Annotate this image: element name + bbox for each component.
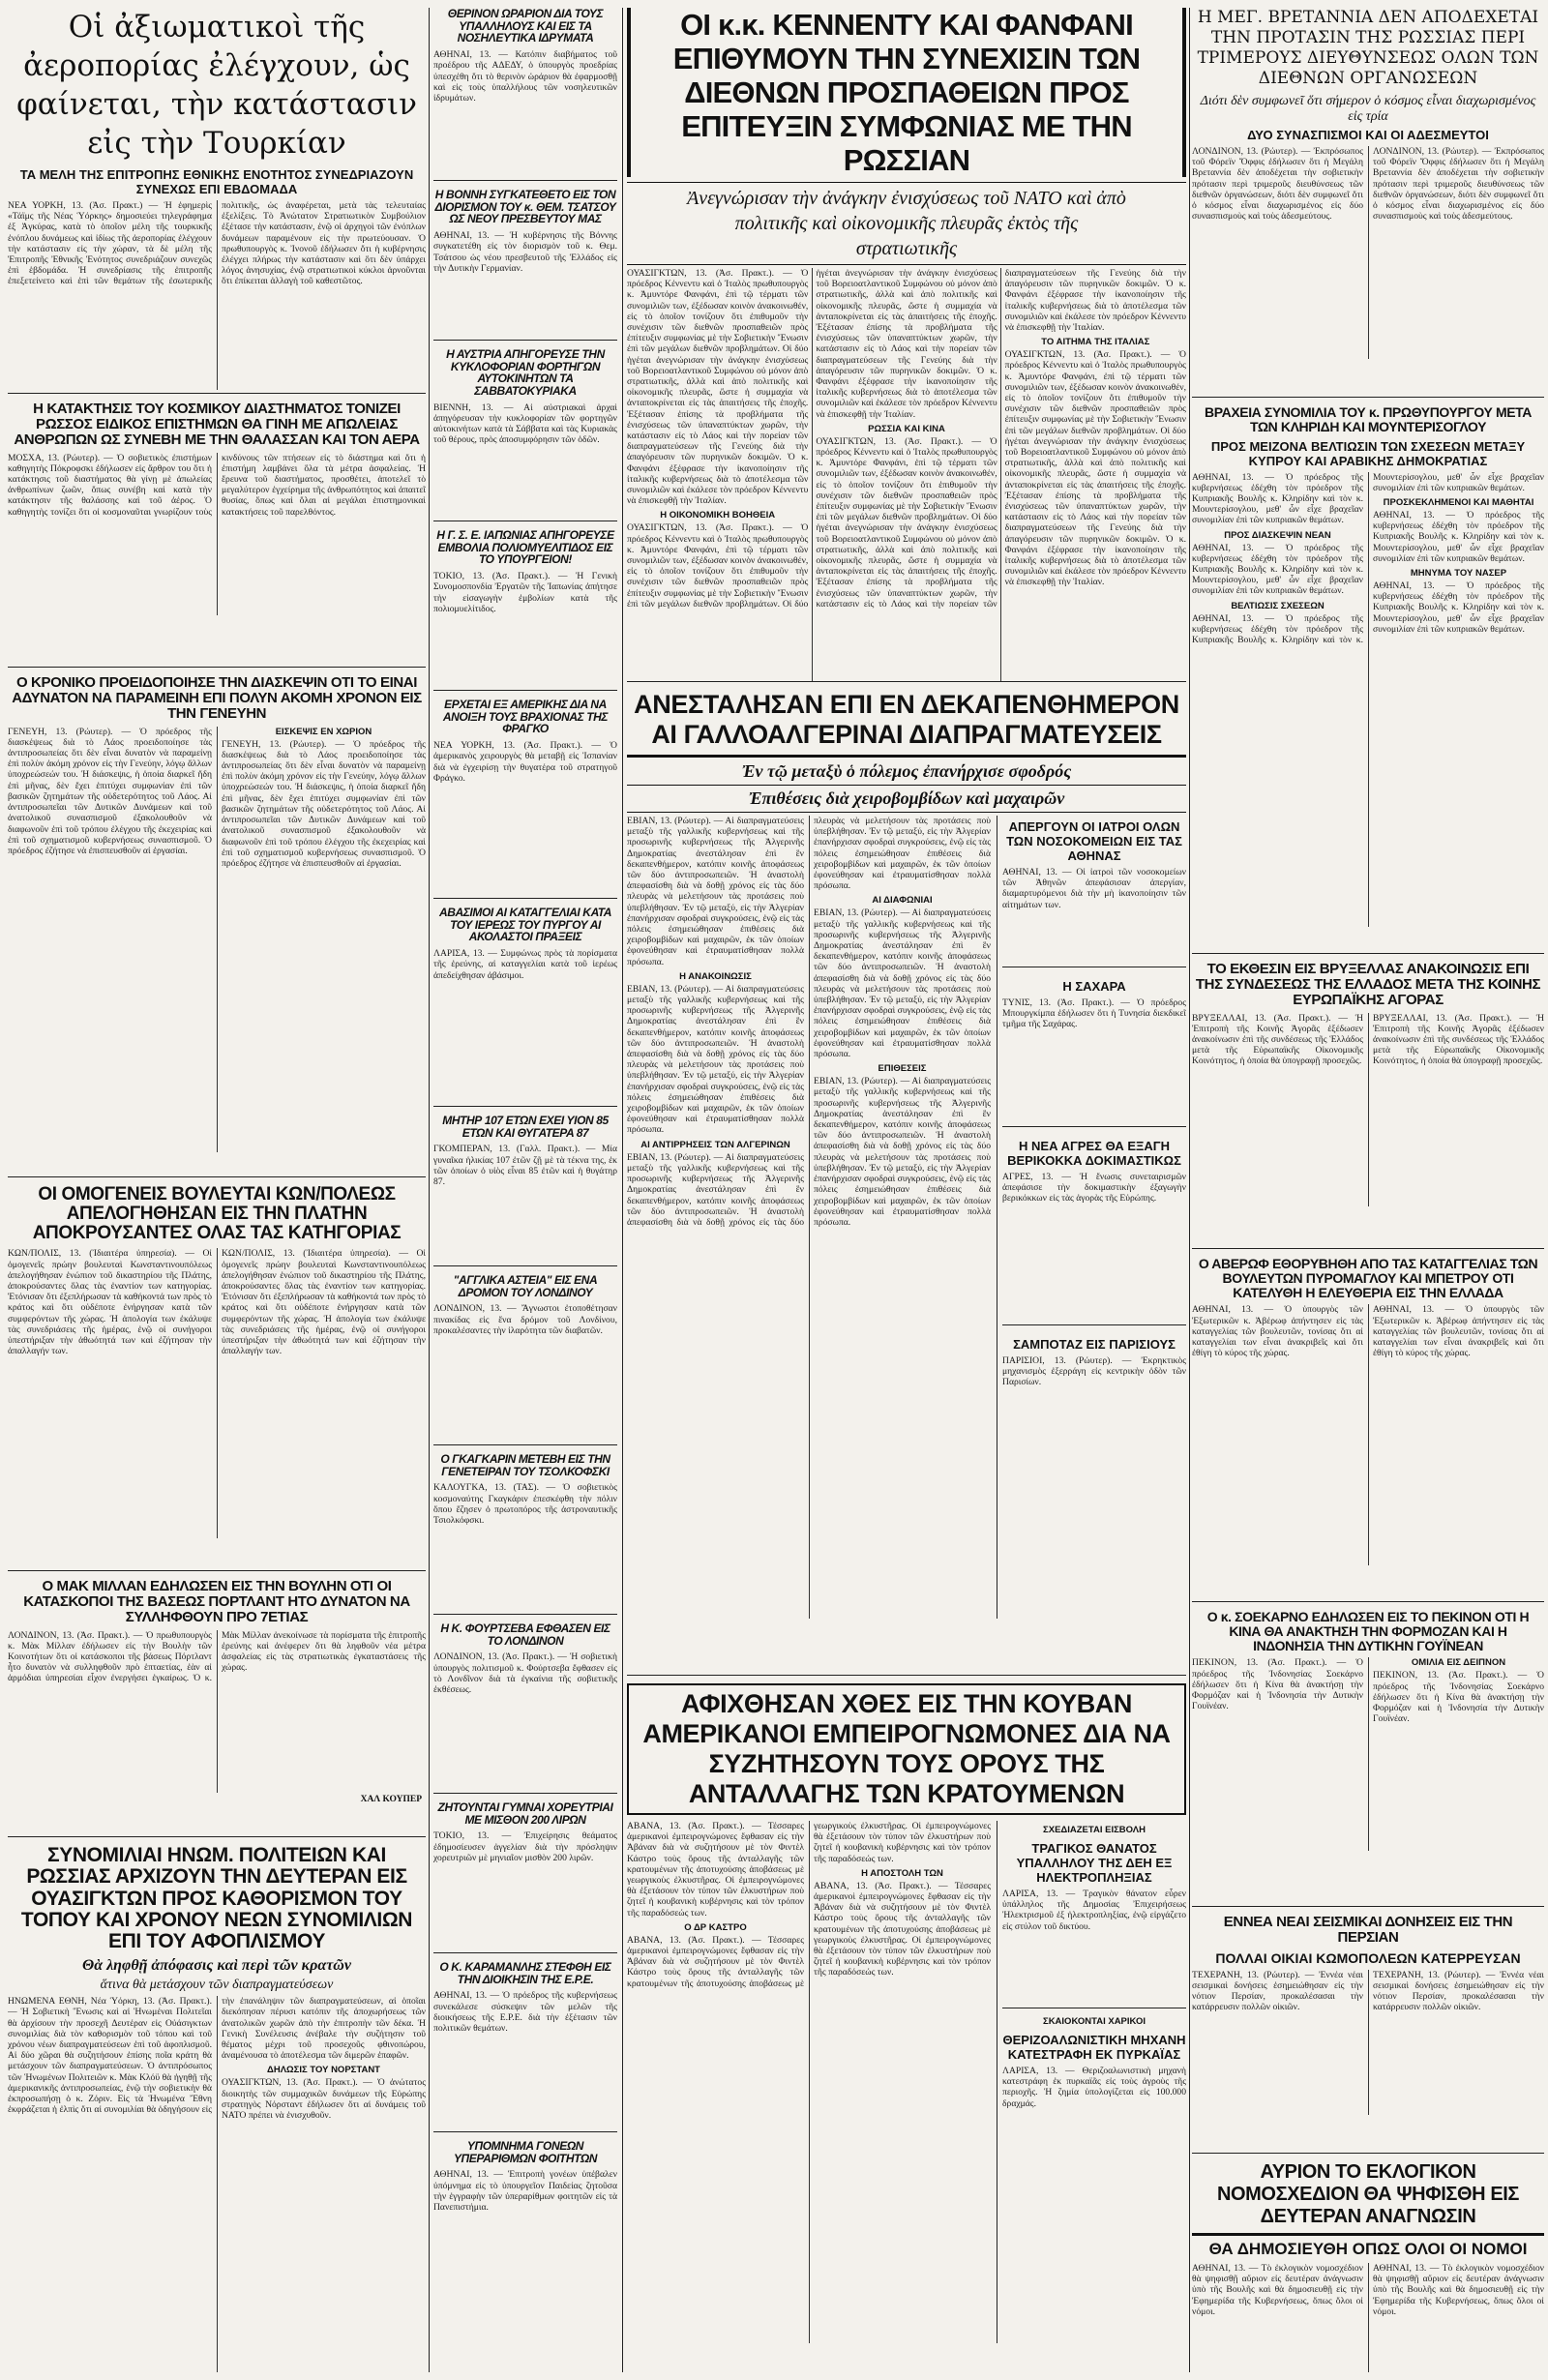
article-body: ΤΥΝΙΣ, 13. (Ἀσ. Πρακτ.). — Ὁ πρόεδρος Μπουργκίμπα ἐδήλωσεν ὅτι ἡ Τυνησία διεκδικεῖ τμῆμα τῆς Σαχάρας.	[1002, 997, 1186, 1030]
headline: ΜΗΤΗΡ 107 ΕΤΩΝ ΕΧΕΙ ΥΙΟΝ 85 ΕΤΩΝ ΚΑΙ ΘΥΓΑΤΕΡΑ 87	[442, 1115, 609, 1140]
article-disarmament	[8, 1845, 426, 2372]
article-austria	[433, 348, 617, 521]
article-body-cont: ΑΘΗΝΑΙ, 13. — Τὸ ἐκλογικὸν νομοσχέδιον θὰ ψηφισθῇ αὔριον εἰς δευτέραν ἀνάγνωσιν ὑπὸ τῆς Βουλῆς καὶ θὰ δημοσιευθῇ εἰς τὴν Ἐφημερίδα τῆς Κυβερνήσεως, ὅπως ὅλοι οἱ νόμοι.	[1373, 2263, 1544, 2317]
section-subhead: ΕΠΙΘΕΣΕΙΣ	[878, 1063, 927, 1075]
section-subhead: ΟΜΙΛΙΑ ΕΙΣ ΔΕΙΠΝΟΝ	[1411, 1657, 1506, 1669]
kicker: Θὰ ληφθῇ ἀπόφασις καὶ περὶ τῶν κρατῶν	[82, 1957, 351, 1975]
article-body-cont: ΠΕΚΙΝΟΝ, 13. (Ἀσ. Πρακτ.). — Ὁ πρόεδρος τῆς Ἰνδονησίας Σοεκάρνο ἐδήλωσεν ὅτι ἡ Κίνα θὰ ἀνακτήσῃ τὴν Φορμόζαν καὶ ἡ Ἰνδονησία τὴν Δυτικὴν Γουϊνέαν.	[1373, 1670, 1544, 1725]
article-body-cont: ΟΥΑΣΙΓΚΤΩΝ, 13. (Ἀσ. Πρακτ.). — Ὁ πρόεδρος Κέννεντυ καὶ ὁ Ἰταλὸς πρωθυπουργὸς κ. Ἀμυντόρε Φανφάνι, ἐπὶ τῷ τέρματι τῶν συνομιλιῶν των, ἐξέδωσαν κοινὸν ἀνακοινωθέν, εἰς τὸ ὁποῖον τονίζουν ὅτι ἐπιθυμοῦν τὴν συνέχισιν τῶν διεθνῶν προσπαθειῶν πρὸς ἐπίτευξιν συμφωνίας μὲ τὴν Σοβιετικὴν Ἕνωσιν ἐπὶ τῶν μεγάλων διεθνῶν προβλημάτων. Οἱ δύο ἡγέται ἀνεγνώρισαν τὴν ἀνάγκην ἐνισχύσεως τοῦ Βορειοατλαντικοῦ Συμφώνου οὐ μόνον ἀπὸ στρατιωτικῆς, ἀλλὰ καὶ ἀπὸ πολιτικῆς καὶ οἰκονομικῆς πλευρᾶς, ὥστε ἡ συμμαχία νὰ ἀνταποκρίνεται εἰς τὰς ἀπαιτήσεις τῆς ἐποχῆς. Ἐξέτασαν ἐπίσης τὰ προβλήματα τῆς ἐνισχύσεως τῶν ὑπαναπτύκτων χωρῶν, τὴν κατάστασιν εἰς τὸ Λάος καὶ τὴν πορείαν τῶν διαπραγματεύσεων τῆς Γενεύης διὰ τὴν ἀπαγόρευσιν τῶν πυρηνικῶν δοκιμῶν. Ὁ κ. Φανφάνι ἐξέφρασε τὴν ἱκανοποίησιν τῆς ἰταλικῆς κυβερνήσεως διὰ τὸ ἀποτέλεσμα τῶν συνομιλιῶν καὶ ἐκάλεσε τὸν πρόεδρον Κέννεντυ νὰ ἐπισκεφθῇ τὴν Ἰταλίαν.	[1004, 349, 1186, 588]
article-bonn	[433, 189, 617, 341]
article-body: ΑΘΗΝΑΙ, 13. — Οἱ ἰατροὶ τῶν νοσοκομείων τῶν Ἀθηνῶν ἀπεφάσισαν ἀπεργίαν, διαμαρτυρόμενοι διὰ τὴν μὴ ἱκανοποίησιν τῶν αἰτημάτων των.	[1002, 867, 1186, 910]
article-body: ΒΡΥΞΕΛΛΑΙ, 13. (Ἀσ. Πρακτ.). — Ἡ Ἐπιτροπὴ τῆς Κοινῆς Ἀγορᾶς ἐξέδωσεν ἀνακοίνωσιν ἐπὶ τῆς συνδέσεως τῆς Ἑλλάδος μετὰ τῆς Εὐρωπαϊκῆς Οἰκονομικῆς Κοινότητος, ἡ ὁποία θὰ ὑπογραφῇ προσεχῶς.	[1192, 1012, 1363, 1067]
article-body-cont: ΑΘΗΝΑΙ, 13. — Ὁ πρόεδρος τῆς κυβερνήσεως ἐδέχθη τὸν πρόεδρον τῆς Κυπριακῆς Βουλῆς κ. Κληρίδην καὶ τὸν κ. Μουντερίσογλου, μεθ' ὧν εἶχε βραχεῖαν συνομιλίαν ἐπὶ τῶν κυπριακῶν θεμάτων.	[1373, 510, 1544, 564]
subheadline: ΔΥΟ ΣΥΝΑΣΠΙΣΜΟΙ ΚΑΙ ΟΙ ΑΔΕΣΜΕΥΤΟΙ	[1247, 128, 1489, 142]
article-karamanlis	[433, 1961, 617, 2132]
article-turkey	[8, 8, 426, 394]
section-subhead: ΡΩΣΣΙΑ ΚΑΙ ΚΙΝΑ	[868, 423, 945, 434]
article-body: ΓΕΝΕΥΗ, 13. (Ρώυτερ). — Ὁ πρόεδρος τῆς διασκέψεως διὰ τὸ Λάος προειδοποίησε τὰς ἀντιπροσωπείας ὅτι δὲν εἶναι δυνατὸν νὰ παραμείνῃ ἐπὶ πολὺν ἀκόμη χρόνον εἰς τὴν Γενεύην, λόγῳ ἄλλων ὑποχρεώσεών του. Ἡ διάσκεψις, ἡ ὁποία διαρκεῖ ἤδη ἐπὶ μῆνας, δὲν ἔχει ἐπιτύχει συμφωνίαν ἐπὶ τῶν βασικῶν ζητημάτων τῆς οὐδετερότητος τοῦ Λάος. Αἱ ἀντιπροσωπεῖαι τῶν Δυτικῶν Δυνάμεων καὶ τοῦ ἀνατολικοῦ συνασπισμοῦ ἐξακολουθοῦν νὰ διαφωνοῦν ἐπὶ τοῦ τρόπου ἐλέγχου τῆς ἐκεχειρίας καὶ ἐπὶ τοῦ σχηματισμοῦ κυβερνήσεως συνασπισμοῦ. Ὁ πρόεδρος ἐζήτησε νὰ ἐπισπευσθοῦν αἱ ἐργασίαι.	[8, 726, 212, 856]
article-body: ΕΒΙΑΝ, 13. (Ρώυτερ). — Αἱ διαπραγματεύσεις μεταξὺ τῆς γαλλικῆς κυβερνήσεως καὶ τῆς προσωρινῆς κυβερνήσεως τῆς Ἀλγερινῆς Δημοκρατίας ἀνεστάλησαν ἐπὶ ἓν δεκαπενθήμερον, κατόπιν κοινῆς ἀποφάσεως τῶν δύο ἀντιπροσωπειῶν. Ἡ ἀναστολὴ ἀπεφασίσθη διὰ νὰ δοθῇ χρόνος εἰς τὰς δύο πλευρὰς νὰ μελετήσουν τὰς προτάσεις ποὺ ὑπεβλήθησαν. Ἐν τῷ μεταξύ, εἰς τὴν Ἀλγερίαν ἐπανήρχισαν σφοδραὶ συγκρούσεις, ἐνῷ εἰς τὰς πόλεις ἐσημειώθησαν ἐπιθέσεις διὰ χειροβομβίδων καὶ μαχαιρῶν, ἐκ τῶν ὁποίων ἐφονεύθησαν καὶ ἐτραυματίσθησαν πολλὰ πρόσωπα.	[627, 816, 804, 967]
article-body-cont: ΑΘΗΝΑΙ, 13. — Ὁ πρόεδρος τῆς κυβερνήσεως ἐδέχθη τὸν πρόεδρον τῆς Κυπριακῆς Βουλῆς κ. Κληρίδην καὶ τὸν κ. Μουντερίσογλου, μεθ' ὧν εἶχε βραχεῖαν συνομιλίαν ἐπὶ τῶν κυπριακῶν θεμάτων.	[1373, 580, 1544, 635]
section-subhead: ΑΙ ΑΝΤΙΡΡΗΣΕΙΣ ΤΩΝ ΑΛΓΕΡΙΝΩΝ	[640, 1139, 790, 1150]
article-body-cont: ΚΩΝ/ΠΟΛΙΣ, 13. (Ἰδιαιτέρα ὑπηρεσία). — Οἱ ὁμογενεῖς πρώην βουλευταὶ Κωνσταντινουπόλεως ἀπελογήθησαν ἐνώπιον τοῦ δικαστηρίου τῆς Πλάτης, ἀποκρούσαντες ὅλας τὰς ἐναντίον των κατηγορίας. Ἐτόνισαν ὅτι ἐξεπλήρωσαν τὰ καθήκοντά των πρὸς τὸ κράτος καὶ ὅτι οὐδέποτε ἐνήργησαν κατὰ τῶν συμφερόντων τῆς χώρας. Ἡ ἀπολογία των ἐκάλυψε τὰς συνεδριάσεις τῆς ἡμέρας, ἐνῷ οἱ συνήγοροι ὑπεστήριξαν τὴν ἀθωότητά των καὶ ἐζήτησαν τὴν ἀπαλλαγήν των.	[222, 1248, 426, 1357]
article-body: ΑΒΑΝΑ, 13. (Ἀσ. Πρακτ.). — Τέσσαρες ἀμερικανοὶ ἐμπειρογνώμονες ἔφθασαν εἰς τὴν Ἀβάναν διὰ νὰ συζητήσουν μὲ τὸν Φιντὲλ Κάστρο τοὺς ὅρους τῆς ἀνταλλαγῆς τῶν κρατουμένων τῆς ἀποτυχούσης ἀποβάσεως μὲ γεωργικοὺς ἐλκυστῆρας. Οἱ ἐμπειρογνώμονες θὰ ἐξετάσουν τὸν τύπον τῶν ἐλκυστήρων ποὺ ζητεῖ ἡ κουβανικὴ κυβέρνησις καὶ τὸν τρόπον τῆς παραδόσεώς των.	[627, 1821, 804, 1919]
headline: Ο ΜΑΚ ΜΙΛΛΑΝ ΕΔΗΛΩΣΕΝ ΕΙΣ ΤΗΝ ΒΟΥΛΗΝ ΟΤΙ ΟΙ ΚΑΤΑΣΚΟΠΟΙ ΤΗΣ ΒΑΣΕΩΣ ΠΟΡΤΛΑΝΤ ΗΤΟ ΔΥΝΑΤΟΝ ΝΑ ΣΥΛΛΗΦΘΟΥΝ ΠΡΟ 7ΕΤΙΑΣ	[23, 1579, 410, 1625]
article-body: ΑΘΗΝΑΙ, 13. — Ὁ πρόεδρος τῆς κυβερνήσεως ἐδέχθη τὸν πρόεδρον τῆς Κυπριακῆς Βουλῆς κ. Κληρίδην καὶ τὸν κ. Μουντερίσογλου, μεθ' ὧν εἶχε βραχεῖαν συνομιλίαν ἐπὶ τῶν κυπριακῶν θεμάτων.	[1192, 471, 1363, 526]
subheadline: ΠΡΟΣ ΜΕΙΖΟΝΑ ΒΕΛΤΙΩΣΙΝ ΤΩΝ ΣΧΕΣΕΩΝ ΜΕΤΑΞΥ ΚΥΠΡΟΥ ΚΑΙ ΑΡΑΒΙΚΗΣ ΔΗΜΟΚΡΑΤΙΑΣ	[1210, 438, 1526, 468]
article-body-cont: ΟΥΑΣΙΓΚΤΩΝ, 13. (Ἀσ. Πρακτ.). — Ὁ ἀνώτατος διοικητὴς τῶν συμμαχικῶν δυνάμεων τῆς Εὐρώπης στρατηγὸς Νόρσταντ ἐδήλωσεν ὅτι αἱ δυνάμεις τοῦ ΝΑΤΟ πρέπει νὰ ἐνισχυθοῦν.	[222, 2077, 426, 2122]
article-body-cont: ΑΘΗΝΑΙ, 13. — Ὁ πρόεδρος τῆς κυβερνήσεως ἐδέχθη τὸν πρόεδρον τῆς Κυπριακῆς Βουλῆς κ. Κληρίδην καὶ τὸν κ. Μουντερίσογλου, μεθ' ὧν εἶχε βραχεῖαν συνομιλίαν ἐπὶ τῶν κυπριακῶν θεμάτων.	[1192, 471, 1544, 646]
article-body: ΤΟΚΙΟ, 13. — Ἐπιχείρησις θεάματος ἐδημοσίευσεν ἀγγελίαν διὰ τὴν πρόσληψιν χορευτριῶν μὲ μηνιαῖον μισθὸν 200 λιρῶν.	[433, 1830, 617, 1863]
article-body-cont: ΓΕΝΕΥΗ, 13. (Ρώυτερ). — Ὁ πρόεδρος τῆς διασκέψεως διὰ τὸ Λάος προειδοποίησε τὰς ἀντιπροσωπείας ὅτι δὲν εἶναι δυνατὸν νὰ παραμείνῃ ἐπὶ πολὺν ἀκόμη χρόνον εἰς τὴν Γενεύην, λόγῳ ἄλλων ὑποχρεώσεών του. Ἡ διάσκεψις, ἡ ὁποία διαρκεῖ ἤδη ἐπὶ μῆνας, δὲν ἔχει ἐπιτύχει συμφωνίαν ἐπὶ τῶν βασικῶν ζητημάτων τῆς οὐδετερότητος τοῦ Λάος. Αἱ ἀντιπροσωπεῖαι τῶν Δυτικῶν Δυνάμεων καὶ τοῦ ἀνατολικοῦ συνασπισμοῦ ἐξακολουθοῦν νὰ διαφωνοῦν ἐπὶ τοῦ τρόπου ἐλέγχου τῆς ἐκεχειρίας καὶ ἐπὶ τοῦ σχηματισμοῦ κυβερνήσεως συνασπισμοῦ. Ὁ πρόεδρος ἐζήτησε νὰ ἐπισπευσθοῦν αἱ ἐργασίαι.	[222, 738, 426, 869]
article-body: ΑΘΗΝΑΙ, 13. — Τὸ ἐκλογικὸν νομοσχέδιον θὰ ψηφισθῇ αὔριον εἰς δευτέραν ἀνάγνωσιν ὑπὸ τῆς Βουλῆς καὶ θὰ δημοσιευθῇ εἰς τὴν Ἐφημερίδα τῆς Κυβερνήσεως, ὅπως ὅλοι οἱ νόμοι.	[1192, 2263, 1363, 2317]
kicker: Ἐν τῷ μεταξὺ ὁ πόλεμος ἐπανήρχισε σφοδρός	[741, 761, 1072, 781]
article-harvester	[1002, 2029, 1186, 2199]
article-doctors	[1002, 816, 1186, 967]
article-body: ΓΚΟΜΠΕΡΑΝ, 13. (Γαλλ. Πρακτ.). — Μία γυναῖκα ἡλικίας 107 ἐτῶν ζῇ μὲ τὰ τέκνα της, ἐκ τῶν ὁποίων ὁ υἱὸς εἶναι 85 ἐτῶν καὶ ἡ θυγάτηρ 87.	[433, 1144, 617, 1188]
article-body-cont: ΑΘΗΝΑΙ, 13. — Ὁ πρόεδρος τῆς κυβερνήσεως ἐδέχθη τὸν πρόεδρον τῆς Κυπριακῆς Βουλῆς κ. Κληρίδην καὶ τὸν κ. Μουντερίσογλου, μεθ' ὧν εἶχε βραχεῖαν συνομιλίαν ἐπὶ τῶν κυπριακῶν θεμάτων.	[1192, 542, 1363, 597]
headline: ΑΝΕΣΤΑΛΗΣΑΝ ΕΠΙ ΕΝ ΔΕΚΑΠΕΝΘΗΜΕΡΟΝ ΑΙ ΓΑΛΛΟΑΛΓΕΡΙΝΑΙ ΔΙΑΠΡΑΓΜΑΤΕΥΣΕΙΣ	[634, 690, 1179, 749]
headline: ΒΡΑΧΕΙΑ ΣΥΝΟΜΙΛΙΑ ΤΟΥ κ. ΠΡΩΘΥΠΟΥΡΓΟΥ ΜΕΤΑ ΤΩΝ ΚΛΗΡΙΔΗ ΚΑΙ ΜΟΥΝΤΕΡΙΣΟΓΛΟΥ	[1205, 405, 1532, 434]
article-mother	[433, 1115, 617, 1266]
article-dancers	[433, 1801, 617, 1953]
section-subhead: Ο ΔΡ ΚΑΣΤΡΟ	[684, 1921, 747, 1933]
headline: ΑΠΕΡΓΟΥΝ ΟΙ ΙΑΤΡΟΙ ΟΛΩΝ ΤΩΝ ΝΟΣΟΚΟΜΕΙΩΝ ΕΙΣ ΤΑΣ ΑΘΗΝΑΣ	[1006, 819, 1182, 863]
article-body: ΚΑΛΟΥΓΚΑ, 13. (ΤΑΣ). — Ὁ σοβιετικὸς κοσμοναύτης Γκαγκάριν ἐπεσκέφθη τὴν πόλιν ὅπου ἔζησεν ὁ πρωτοπόρος τῆς ἀστροναυτικῆς Τσιολκόφσκι.	[433, 1482, 617, 1527]
article-body: ΗΝΩΜΕΝΑ ΕΘΝΗ, Νέα Ὑόρκη, 13. (Ἀσ. Πρακτ.). — Ἡ Σοβιετικὴ Ἕνωσις καὶ αἱ Ἡνωμέναι Πολιτεῖαι θὰ ἀρχίσουν τὴν προσεχῆ Δευτέραν εἰς Οὐάσιγκτων συνομιλίας διὰ τὸν καθορισμὸν τοῦ τόπου καὶ τοῦ χρόνου νέων διαπραγματεύσεων ἐπὶ τοῦ ἀφοπλισμοῦ. Αἱ δύο χῶραι θὰ συζητήσουν ἐπίσης ποῖα κράτη θὰ μετάσχουν τῶν διαπραγματεύσεων. Ὁ ἀντιπρόσωπος τῶν Ἡνωμένων Πολιτειῶν κ. Μὰκ Κλόϋ θὰ ἡγηθῇ τῆς ἀμερικανικῆς ἀντιπροσωπείας, ἐνῷ τὴν σοβιετικὴν θὰ ἐκπροσωπήσῃ ὁ κ. Ζόριν. Εἰς τὰ Ἡνωμένα Ἔθνη ἐκφράζεται ἡ ἐλπὶς ὅτι αἱ συνομιλίαι θὰ ὁδηγήσουν εἰς τὴν ἐπανάληψιν τῶν διαπραγματεύσεων, αἱ ὁποῖαι διεκόπησαν πέρυσι κατόπιν τῆς ἀποχωρήσεως τῶν ἀνατολικῶν χωρῶν ἀπὸ τὴν ἐπιτροπὴν τῶν δέκα. Ἡ Γενικὴ Συνέλευσις ἀνέβαλε τὴν συζήτησιν τοῦ θέματος μέχρι τοῦ προσεχοῦς φθινοπώρου, ἀναμένουσα τὸ ἀποτέλεσμα τῶν διμερῶν ἐπαφῶν.	[8, 1996, 426, 2116]
lead-kicker: Ἀνεγνώρισαν τὴν ἀνάγκην ἐνισχύσεως τοῦ ΝΑΤΟ καὶ ἀπὸ πολιτικῆς καὶ οἰκονομικῆς πλευρᾶς ἐκτὸς τῆς στρατιωτικῆς	[687, 188, 1126, 259]
left-column	[8, 8, 426, 2372]
article-body-cont: ΑΘΗΝΑΙ, 13. — Ὁ ὑπουργὸς τῶν Ἐξωτερικῶν κ. Ἀβέρωφ ἀπήντησεν εἰς τὰς καταγγελίας τῶν βουλευτῶν, τονίσας ὅτι αἱ καταγγελίαι των εἶναι ἀνακριβεῖς καὶ ὅτι ἐθίγη τὸ κύρος τῆς χώρας.	[1373, 1304, 1544, 1359]
article-body: ΤΟΚΙΟ, 13. (Ἀσ. Πρακτ.). — Ἡ Γενικὴ Συνομοσπονδία Ἐργατῶν τῆς Ἰαπωνίας ἀπήτησε τὴν εἰσαγωγὴν ἐμβολίων κατὰ τῆς πολιομυελίτιδος.	[433, 571, 617, 614]
article-body: ΠΑΡΙΣΙΟΙ, 13. (Ρώυτερ). — Ἐκρηκτικὸς μηχανισμὸς ἐξερράγη εἰς κεντρικὴν ὁδὸν τῶν Παρισίων.	[1002, 1355, 1186, 1388]
article-body: ΑΘΗΝΑΙ, 13. — Ἡ κυβέρνησις τῆς Βόννης συγκατετέθη εἰς τὸν διορισμὸν τοῦ κ. Θεμ. Τσάτσου ὡς νέου πρεσβευτοῦ τῆς Ἑλλάδος εἰς τὴν Δυτικὴν Γερμανίαν.	[433, 230, 617, 274]
section-subhead: ΤΟ ΑΙΤΗΜΑ ΤΗΣ ΙΤΑΛΙΑΣ	[1041, 337, 1150, 348]
article-body: ΑΘΗΝΑΙ, 13. — Ἐπιτροπὴ γονέων ὑπέβαλεν ὑπόμνημα εἰς τὸ ὑπουργεῖον Παιδείας ζητοῦσα τὴν ἐγγραφὴν τῶν ὑπεραρίθμων φοιτητῶν εἰς τὰ Πανεπιστήμια.	[433, 2169, 617, 2214]
article-space	[8, 402, 426, 668]
section-subhead: Η ΑΝΑΚΟΙΝΩΣΙΣ	[679, 970, 752, 982]
article-body-cont: ΤΕΧΕΡΑΝΗ, 13. (Ρώυτερ). — Ἐννέα νέαι σεισμικαὶ δονήσεις ἐσημειώθησαν εἰς τὴν νότιον Περσίαν, προκαλέσασαι τὴν κατάρρευσιν πολλῶν οἰκιῶν.	[1373, 1969, 1544, 2013]
article-body-cont: ΟΥΑΣΙΓΚΤΩΝ, 13. (Ἀσ. Πρακτ.). — Ὁ πρόεδρος Κέννεντυ καὶ ὁ Ἰταλὸς πρωθυπουργὸς κ. Ἀμυντόρε Φανφάνι, ἐπὶ τῷ τέρματι τῶν συνομιλιῶν των, ἐξέδωσαν κοινὸν ἀνακοινωθέν, εἰς τὸ ὁποῖον τονίζουν ὅτι ἐπιθυμοῦν τὴν συνέχισιν τῶν διεθνῶν προσπαθειῶν πρὸς ἐπίτευξιν συμφωνίας μὲ τὴν Σοβιετικὴν Ἕνωσιν ἐπὶ τῶν μεγάλων διεθνῶν προβλημάτων. Οἱ δύο ἡγέται ἀνεγνώρισαν τὴν ἀνάγκην ἐνισχύσεως τοῦ Βορειοατλαντικοῦ Συμφώνου οὐ μόνον ἀπὸ στρατιωτικῆς, ἀλλὰ καὶ ἀπὸ πολιτικῆς καὶ οἰκονομικῆς πλευρᾶς, ὥστε ἡ συμμαχία νὰ ἀνταποκρίνεται εἰς τὰς ἀπαιτήσεις τῆς ἐποχῆς. Ἐξέτασαν ἐπίσης τὰ προβλήματα τῆς ἐνισχύσεως τῶν ὑπαναπτύκτων χωρῶν, τὴν κατάστασιν εἰς τὸ Λάος καὶ τὴν πορείαν τῶν διαπραγματεύσεων τῆς Γενεύης διὰ τὴν ἀπαγόρευσιν τῶν πυρηνικῶν δοκιμῶν. Ὁ κ. Φανφάνι ἐξέφρασε τὴν ἱκανοποίησιν τῆς ἰταλικῆς κυβερνήσεως διὰ τὸ ἀποτέλεσμα τῶν συνομιλιῶν καὶ ἐκάλεσε τὸν πρόεδρον Κέννεντυ νὰ ἐπισκεφθῇ τὴν Ἰταλίαν.	[627, 268, 997, 610]
column-rule	[429, 8, 430, 2372]
article-body: ΛΟΝΔΙΝΟΝ, 13. (Ἀσ. Πρακτ.). — Ὁ πρωθυπουργὸς κ. Μὰκ Μίλλαν ἐδήλωσεν εἰς τὴν Βουλὴν τῶν Κοινοτήτων ὅτι οἱ κατάσκοποι τῆς βάσεως Πόρτλαντ ἦτο δυνατὸν νὰ συλληφθοῦν πρὸ ἑπταετίας, ἐὰν αἱ ἁρμόδιαι ὑπηρεσίαι εἶχον ἐνεργήσει ἐγκαίρως. Ὁ κ. Μὰκ Μίλλαν ἀνεκοίνωσε τὰ πορίσματα τῆς ἐπιτροπῆς ἐρεύνης καὶ ἀνέφερεν ὅτι θὰ ληφθοῦν νέα μέτρα ἀσφαλείας εἰς τὰς στρατιωτικὰς ἐγκαταστάσεις τῆς χώρας.	[8, 1629, 426, 1684]
article-body-cont: ΕΒΙΑΝ, 13. (Ρώυτερ). — Αἱ διαπραγματεύσεις μεταξὺ τῆς γαλλικῆς κυβερνήσεως καὶ τῆς προσωρινῆς κυβερνήσεως τῆς Ἀλγερινῆς Δημοκρατίας ἀνεστάλησαν ἐπὶ ἓν δεκαπενθήμερον, κατόπιν κοινῆς ἀποφάσεως τῶν δύο ἀντιπροσωπειῶν. Ἡ ἀναστολὴ ἀπεφασίσθη διὰ νὰ δοθῇ χρόνος εἰς τὰς δύο πλευρὰς νὰ μελετήσουν τὰς προτάσεις ποὺ ὑπεβλήθησαν. Ἐν τῷ μεταξύ, εἰς τὴν Ἀλγερίαν ἐπανήρχισαν σφοδραὶ συγκρούσεις, ἐνῷ εἰς τὰς πόλεις ἐσημειώθησαν ἐπιθέσεις διὰ χειροβομβίδων καὶ μαχαιρῶν, ἐκ τῶν ὁποίων ἐφονεύθησαν καὶ ἐτραυματίσθησαν πολλὰ πρόσωπα.	[814, 1076, 991, 1228]
headline: ΕΝΝΕΑ ΝΕΑΙ ΣΕΙΣΜΙΚΑΙ ΔΟΝΗΣΕΙΣ ΕΙΣ ΤΗΝ ΠΕΡΣΙΑΝ	[1223, 1915, 1513, 1946]
article-body: ΜΟΣΧΑ, 13. (Ρώυτερ). — Ὁ σοβιετικὸς ἐπιστήμων καθηγητὴς Πόκροφσκι ἐδήλωσεν εἰς ἄρθρον του ὅτι ἡ κατάκτησις τοῦ διαστήματος θὰ γίνῃ μὲ ἀπωλείας ἀνθρωπίνων ζωῶν, ὅπως συνέβη καὶ κατὰ τὴν κατάκτησιν τῆς θαλάσσης καὶ τοῦ ἀέρος. Ὁ καθηγητὴς τονίζει ὅτι οἱ κοσμοναῦται γνωρίζουν τοὺς κινδύνους τῶν πτήσεων εἰς τὸ διάστημα καὶ ὅτι ἡ ἐπιστήμη λαμβάνει ὅλα τὰ μέτρα ἀσφαλείας. Ἡ ἔρευνα τοῦ διαστήματος, προσθέτει, ἀποτελεῖ τὸ μεγαλύτερον ἐγχείρημα τῆς ἀνθρωπότητος καὶ ἀπαιτεῖ θυσίας, ὅπως καὶ ὅλαι αἱ μεγάλαι ἐπιστημονικαὶ κατακτήσεις τοῦ παρελθόντος.	[8, 452, 426, 518]
headline: Οἱ ἀξιωματικοὶ τῆς ἀεροπορίας ἐλέγχουν, ὡς φαίνεται, τὴν κατάστασιν εἰς τὴν Τουρκίαν	[16, 10, 417, 161]
headline: ΣΥΝΟΜΙΛΙΑΙ ΗΝΩΜ. ΠΟΛΙΤΕΙΩΝ ΚΑΙ ΡΩΣΣΙΑΣ ΑΡΧΙΖΟΥΝ ΤΗΝ ΔΕΥΤΕΡΑΝ ΕΙΣ ΟΥΑΣΙΓΚΤΩΝ ΠΡΟΣ ΚΑΘΟΡΙΣΜΟΝ ΤΟΥ ΤΟΠΟΥ ΚΑΙ ΧΡΟΝΟΥ ΝΕΩΝ ΣΥΝΟΜΙΛΙΩΝ ΕΠΙ ΤΟΥ ΑΦΟΠΛΙΣΜΟΥ	[20, 1845, 413, 1952]
article-body-cont: ΛΟΝΔΙΝΟΝ, 13. (Ρώυτερ). — Ἐκπρόσωπος τοῦ Φόρεϊν Ὄφφις ἐδήλωσεν ὅτι ἡ Μεγάλη Βρεταννία δὲν ἀποδέχεται τὴν σοβιετικὴν πρότασιν περὶ τριμεροῦς διευθύνσεως τῶν διεθνῶν ὀργανώσεων, διότι δὲν συμφωνεῖ ὅτι ὁ κόσμος εἶναι διαχωρισμένος εἰς δύο συνασπισμοὺς καὶ τοὺς ἀδεσμεύτους.	[1373, 146, 1544, 223]
kicker: ἅτινα θὰ μετάσχουν τῶν διαπραγματεύσεων	[100, 1978, 334, 1993]
article-body: ΝΕΑ ΥΟΡΚΗ, 13. (Ἀσ. Πρακτ.). — Ὁ ἀμερικανὸς χειρουργὸς θὰ μεταβῇ εἰς Ἰσπανίαν διὰ νὰ ἐγχειρίσῃ τὴν θυγατέρα τοῦ στρατηγοῦ Φράγκο.	[433, 740, 617, 784]
headline: Η ΜΕΓ. ΒΡΕΤΑΝΝΙΑ ΔΕΝ ΑΠΟΔΕΧΕΤΑΙ ΤΗΝ ΠΡΟΤΑΣΙΝ ΤΗΣ ΡΩΣΣΙΑΣ ΠΕΡΙ ΤΡΙΜΕΡΟΥΣ ΔΙΕΥΘΥΝΣΕΩΣ ΟΛΩΝ ΤΩΝ ΔΙΕΘΝΩΝ ΟΡΓΑΝΩΣΕΩΝ	[1197, 8, 1539, 88]
headline: "ΑΓΓΛΙΚΑ ΑΣΤΕΙΑ" ΕΙΣ ΕΝΑ ΔΡΟΜΟΝ ΤΟΥ ΛΟΝΔΙΝΟΥ	[453, 1274, 598, 1299]
headline: Ο ΓΚΑΓΚΑΡΙΝ ΜΕΤΕΒΗ ΕΙΣ ΤΗΝ ΓΕΝΕΤΕΙΡΑΝ ΤΟΥ ΤΣΟΛΚΟΦΣΚΙ	[440, 1453, 610, 1478]
article-body-cont: ΒΡΥΞΕΛΛΑΙ, 13. (Ἀσ. Πρακτ.). — Ἡ Ἐπιτροπὴ τῆς Κοινῆς Ἀγορᾶς ἐξέδωσεν ἀνακοίνωσιν ἐπὶ τῆς συνδέσεως τῆς Ἑλλάδος μετὰ τῆς Εὐρωπαϊκῆς Οἰκονομικῆς Κοινότητος, ἡ ὁποία θὰ ὑπογραφῇ προσεχῶς.	[1373, 1012, 1544, 1067]
section-subhead: Η ΟΙΚΟΝΟΜΙΚΗ ΒΟΗΘΕΙΑ	[660, 510, 776, 521]
article-body-cont: ΕΒΙΑΝ, 13. (Ρώυτερ). — Αἱ διαπραγματεύσεις μεταξὺ τῆς γαλλικῆς κυβερνήσεως καὶ τῆς προσωρινῆς κυβερνήσεως τῆς Ἀλγερινῆς Δημοκρατίας ἀνεστάλησαν ἐπὶ ἓν δεκαπενθήμερον, κατόπιν κοινῆς ἀποφάσεως τῶν δύο ἀντιπροσωπειῶν. Ἡ ἀναστολὴ ἀπεφασίσθη διὰ νὰ δοθῇ χρόνος εἰς τὰς δύο πλευρὰς νὰ μελετήσουν τὰς προτάσεις ποὺ ὑπεβλήθησαν. Ἐν τῷ μεταξύ, εἰς τὴν Ἀλγερίαν ἐπανήρχισαν σφοδραὶ συγκρούσεις, ἐνῷ εἰς τὰς πόλεις ἐσημειώθησαν ἐπιθέσεις διὰ χειροβομβίδων καὶ μαχαιρῶν, ἐκ τῶν ὁποίων ἐφονεύθησαν καὶ ἐτραυματίσθησαν πολλὰ πρόσωπα.	[627, 983, 804, 1136]
article-body-cont: ΕΒΙΑΝ, 13. (Ρώυτερ). — Αἱ διαπραγματεύσεις μεταξὺ τῆς γαλλικῆς κυβερνήσεως καὶ τῆς προσωρινῆς κυβερνήσεως τῆς Ἀλγερινῆς Δημοκρατίας ἀνεστάλησαν ἐπὶ ἓν δεκαπενθήμερον, κατόπιν κοινῆς ἀποφάσεως τῶν δύο ἀντιπροσωπειῶν. Ἡ ἀναστολὴ ἀπεφασίσθη διὰ νὰ δοθῇ χρόνος εἰς τὰς δύο πλευρὰς νὰ μελετήσουν τὰς προτάσεις ποὺ ὑπεβλήθησαν. Ἐν τῷ μεταξύ, εἰς τὴν Ἀλγερίαν ἐπανήρχισαν σφοδραὶ συγκρούσεις, ἐνῷ εἰς τὰς πόλεις ἐσημειώθησαν ἐπιθέσεις διὰ χειροβομβίδων καὶ μαχαιρῶν, ἐκ τῶν ὁποίων ἐφονεύθησαν καὶ ἐτραυματίσθησαν πολλὰ πρόσωπα.	[814, 907, 991, 1060]
article-cuba	[627, 1683, 1186, 2366]
headline: Η Γ. Σ. Ε. ΙΑΠΩΝΙΑΣ ΑΠΗΓΟΡΕΥΣΕ ΕΜΒΟΛΙΑ ΠΟΛΙΟΜΥΕΛΙΤΙΔΟΣ ΕΙΣ ΤΟ ΥΠΟΥΡΓΕΙΟΝ!	[436, 529, 614, 567]
article-summer-hours	[433, 8, 617, 181]
subheadline: ΠΟΛΛΑΙ ΟΙΚΙΑΙ ΚΩΜΟΠΟΛΕΩΝ ΚΑΤΕΡΡΕΥΣΑΝ	[1215, 1949, 1521, 1966]
headline: Ο Κ. ΚΑΡΑΜΑΝΛΗΣ ΣΤΕΦΘΗ ΕΙΣ ΤΗΝ ΔΙΟΙΚΗΣΙΝ ΤΗΣ Ε.Ρ.Ε.	[439, 1961, 611, 1986]
headline: ΤΟ ΕΚΘΕΣΙΝ ΕΙΣ ΒΡΥΞΕΛΛΑΣ ΑΝΑΚΟΙΝΩΣΙΣ ΕΠΙ ΤΗΣ ΣΥΝΔΕΣΕΩΣ ΤΗΣ ΕΛΛΑΔΟΣ ΜΕΤΑ ΤΗΣ ΚΟΙΝΗΣ ΕΥΡΩΠΑΪΚΗΣ ΑΓΟΡΑΣ	[1195, 962, 1541, 1008]
article-body: ΛΟΝΔΙΝΟΝ, 13. (Ἀσ. Πρακτ.). — Ἡ σοβιετικὴ ὑπουργὸς πολιτισμοῦ κ. Φούρτσεβα ἔφθασεν εἰς τὸ Λονδῖνον διὰ τὰ ἐγκαίνια τῆς σοβιετικῆς ἐκθέσεως.	[433, 1651, 617, 1696]
article-body: ΚΩΝ/ΠΟΛΙΣ, 13. (Ἰδιαιτέρα ὑπηρεσία). — Οἱ ὁμογενεῖς πρώην βουλευταὶ Κωνσταντινουπόλεως ἀπελογήθησαν ἐνώπιον τοῦ δικαστηρίου τῆς Πλάτης, ἀποκρούσαντες ὅλας τὰς ἐναντίον των κατηγορίας. Ἐτόνισαν ὅτι ἐξεπλήρωσαν τὰ καθήκοντά των πρὸς τὸ κράτος καὶ ὅτι οὐδέποτε ἐνήργησαν κατὰ τῶν συμφερόντων τῆς χώρας. Ἡ ἀπολογία των ἐκάλυψε τὰς συνεδριάσεις τῆς ἡμέρας, ἐνῷ οἱ συνήγοροι ὑπεστήριξαν τὴν ἀθωότητά των καὶ ἐζήτησαν τὴν ἀπαλλαγήν των.	[8, 1248, 212, 1357]
article-macmillan	[8, 1579, 426, 1837]
headline: ΕΡΧΕΤΑΙ ΕΞ ΑΜΕΡΙΚΗΣ ΔΙΑ ΝΑ ΑΝΟΙΞΗ ΤΟΥΣ ΒΡΑΧΙΟΝΑΣ ΤΗΣ ΦΡΑΓΚΟ	[442, 699, 609, 736]
article-sahara	[1002, 975, 1186, 1127]
article-gagarin	[433, 1453, 617, 1615]
article-body-cont: ΑΒΑΝΑ, 13. (Ἀσ. Πρακτ.). — Τέσσαρες ἀμερικανοὶ ἐμπειρογνώμονες ἔφθασαν εἰς τὴν Ἀβάναν διὰ νὰ συζητήσουν μὲ τὸν Φιντὲλ Κάστρο τοὺς ὅρους τῆς ἀνταλλαγῆς τῶν κρατουμένων τῆς ἀποτυχούσης ἀποβάσεως μὲ γεωργικοὺς ἐλκυστῆρας. Οἱ ἐμπειρογνώμονες θὰ ἐξετάσουν τὸν τύπον τῶν ἐλκυστήρων ποὺ ζητεῖ ἡ κουβανικὴ κυβέρνησις καὶ τὸν τρόπον τῆς παραδόσεώς των.	[627, 1821, 991, 1989]
kicker: Διότι δὲν συμφωνεῖ ὅτι σήμερον ὁ κόσμος εἶναι διαχωρισμένος εἰς τρία	[1200, 94, 1536, 124]
headline: Η ΣΑΧΑΡΑ	[1062, 979, 1126, 994]
section-subhead: ΔΗΛΩΣΙΣ ΤΟΥ ΝΟΡΣΤΑΝΤ	[267, 2065, 380, 2076]
section-subhead: ΒΕΛΤΙΩΣΙΣ ΣΧΕΣΕΩΝ	[1231, 600, 1325, 611]
article-kennedy-fanfani	[627, 8, 1186, 682]
headline: ΟΙ ΟΜΟΓΕΝΕΙΣ ΒΟΥΛΕΥΤΑΙ ΚΩΝ/ΠΟΛΕΩΣ ΑΠΕΛΟΓΗΘΗΣΑΝ ΕΙΣ ΤΗΝ ΠΛΑΤΗΝ ΑΠΟΚΡΟΥΣΑΝΤΕΣ ΟΛΑΣ ΤΑΣ ΚΑΤΗΓΟΡΙΑΣ	[32, 1185, 402, 1244]
article-body: ΒΙΕΝΝΗ, 13. — Αἱ αὐστριακαὶ ἀρχαὶ ἀπηγόρευσαν τὴν κυκλοφορίαν τῶν φορτηγῶν αὐτοκινήτων κατὰ τὰ Σάββατα καὶ τὰς Κυριακὰς τοῦ θέρους, πρὸς ἀποσυμφόρησιν τῶν ὁδῶν.	[433, 402, 617, 446]
section-subhead: ΠΡΟΣ ΔΙΑΣΚΕΨΙΝ ΝΕΑΝ	[1224, 529, 1331, 541]
narrow-column	[433, 8, 617, 2372]
article-priest	[433, 907, 617, 1107]
article-body: ΑΓΡΕΣ, 13. — Ἡ ἕνωσις συνεταιρισμῶν ἀπεφάσισε τὴν δοκιμαστικὴν ἐξαγωγὴν βερικόκκων εἰς τὰς ἀγορὰς τῆς Εὐρώπης.	[1002, 1172, 1186, 1205]
article-body-cont: ΕΒΙΑΝ, 13. (Ρώυτερ). — Αἱ διαπραγματεύσεις μεταξὺ τῆς γαλλικῆς κυβερνήσεως καὶ τῆς προσωρινῆς κυβερνήσεως τῆς Ἀλγερινῆς Δημοκρατίας ἀνεστάλησαν ἐπὶ ἓν δεκαπενθήμερον, κατόπιν κοινῆς ἀποφάσεως τῶν δύο ἀντιπροσωπειῶν. Ἡ ἀναστολὴ ἀπεφασίσθη διὰ νὰ δοθῇ χρόνος εἰς τὰς δύο πλευρὰς νὰ μελετήσουν τὰς προτάσεις ποὺ ὑπεβλήθησαν. Ἐν τῷ μεταξύ, εἰς τὴν Ἀλγερίαν ἐπανήρχισαν σφοδραὶ συγκρούσεις, ἐνῷ εἰς τὰς πόλεις ἐσημειώθησαν ἐπιθέσεις διὰ χειροβομβίδων καὶ μαχαιρῶν, ἐκ τῶν ὁποίων ἐφονεύθησαν καὶ ἐτραυματίσθησαν πολλὰ πρόσωπα.	[627, 816, 991, 1228]
center-columns	[627, 8, 1186, 2372]
article-english-jokes	[433, 1274, 617, 1445]
article-body: ΝΕΑ ΥΟΡΚΗ, 13. (Ἀσ. Πρακτ.) — Ἡ ἐφημερὶς «Τάϊμς τῆς Νέας Ὑόρκης» δημοσιεύει τηλεγράφημα ἐξ Ἀγκύρας, κατὰ τὸ ὁποῖον μέλη τῆς τουρκικῆς ἐνόπλου δυνάμεως καὶ ἰδίως τῆς ἀεροπορίας ἐλέγχουν τὴν κατάστασιν εἰς τὴν χώραν, τὰ δὲ μέλη τῆς Ἐπιτροπῆς Ἐθνικῆς Ἑνότητος συνεδριάζουν συνεχῶς ἐπὶ ἑβδομάδα. Ἡ συνεδρίασις τῆς ἐπιτροπῆς ἐπεξετείνετο καὶ ἐπὶ τῶν θεμάτων τῆς ἐσωτερικῆς πολιτικῆς, ὡς ἀναφέρεται, μετὰ τὰς τελευταίας ἐξελίξεις. Τὸ Ἀνώτατον Στρατιωτικὸν Συμβούλιον ἐξέτασε τὴν κατάστασιν, ἐνῷ οἱ ἀρχηγοὶ τῶν ἐνόπλων δυνάμεων παραμένουν εἰς τὴν πρωτεύουσαν. Ὁ πρωθυπουργὸς κ. Ἰνονοῦ ἐδήλωσεν ὅτι ἡ κυβέρνησις ἐλέγχει πλήρως τὴν κατάστασιν καὶ ὅτι δὲν ὑπάρχει λόγος ἀνησυχίας, ἐνῷ στρατιωτικοὶ κύκλοι ἀρνοῦνται ὅτι ἐπίκειται ἀλλαγὴ τοῦ καθεστῶτος.	[8, 200, 426, 287]
headline: ΖΗΤΟΥΝΤΑΙ ΓΥΜΝΑΙ ΧΟΡΕΥΤΡΙΑΙ ΜΕ ΜΙΣΘΟΝ 200 ΛΙΡΩΝ	[437, 1801, 613, 1827]
article-body: ΛΟΝΔΙΝΟΝ, 13. (Ρώυτερ). — Ἐκπρόσωπος τοῦ Φόρεϊν Ὄφφις ἐδήλωσεν ὅτι ἡ Μεγάλη Βρεταννία δὲν ἀποδέχεται τὴν σοβιετικὴν πρότασιν περὶ τριμεροῦς διευθύνσεως τῶν διεθνῶν ὀργανώσεων, διότι δὲν συμφωνεῖ ὅτι ὁ κόσμος εἶναι διαχωρισμένος εἰς δύο συνασπισμοὺς καὶ τοὺς ἀδεσμεύτους.	[1192, 146, 1363, 223]
article-body: ΑΘΗΝΑΙ, 13. — Ὁ ὑπουργὸς τῶν Ἐξωτερικῶν κ. Ἀβέρωφ ἀπήντησεν εἰς τὰς καταγγελίας τῶν βουλευτῶν, τονίσας ὅτι αἱ καταγγελίαι των εἶναι ἀνακριβεῖς καὶ ὅτι ἐθίγη τὸ κύρος τῆς χώρας.	[1192, 1304, 1363, 1359]
byline: ΧΑΛ ΚΟΥΠΕΡ	[360, 1794, 422, 1804]
section-subhead: ΠΡΟΣΚΕΚΛΗΜΕΝΟΙ ΚΑΙ ΜΑΘΗΤΑΙ	[1383, 497, 1534, 509]
article-body: ΑΘΗΝΑΙ, 13. — Κατόπιν διαβήματος τοῦ προέδρου τῆς ΑΔΕΔΥ, ὁ ὑπουργὸς προεδρίας ὑπεσχέθη ὅτι τὸ θερινὸν ὡράριον θὰ ἐφαρμοσθῇ καὶ εἰς τοὺς ὑπαλλήλους τῶν νοσηλευτικῶν ἱδρυμάτων.	[433, 49, 617, 104]
headline: ΤΡΑΓΙΚΟΣ ΘΑΝΑΤΟΣ ΥΠΑΛΛΗΛΟΥ ΤΗΣ ΔΕΗ ΕΞ ΗΛΕΚΤΡΟΠΛΗΞΙΑΣ	[1016, 1841, 1173, 1885]
headline: Η Κ. ΦΟΥΡΤΣΕΒΑ ΕΦΘΑΣΕΝ ΕΙΣ ΤΟ ΛΟΝΔΙΝΟΝ	[440, 1622, 610, 1648]
article-body: ΛΑΡΙΣΑ, 13. — Τραγικὸν θάνατον εὗρεν ὑπάλληλος τῆς Δημοσίας Ἐπιχειρήσεως Ἠλεκτρισμοῦ ἐξ ἠλεκτροπληξίας, ἐνῷ εἰργάζετο εἰς στύλον τοῦ δικτύου.	[1002, 1889, 1186, 1932]
headline: Η ΑΥΣΤΡΙΑ ΑΠΗΓΟΡΕΥΣΕ ΤΗΝ ΚΥΚΛΟΦΟΡΙΑΝ ΦΟΡΤΗΓΩΝ ΑΥΤΟΚΙΝΗΤΩΝ ΤΑ ΣΑΒΒΑΤΟΚΥΡΙΑΚΑ	[446, 348, 605, 399]
headline: Ο κ. ΣΟΕΚΑΡΝΟ ΕΔΗΛΩΣΕΝ ΕΙΣ ΤΟ ΠΕΚΙΝΟΝ ΟΤΙ Η ΚΙΝΑ ΘΑ ΑΝΑΚΤΗΣΗ ΤΗΝ ΦΟΡΜΟΖΑΝ ΚΑΙ Η ΙΝΔΟΝΗΣΙΑ ΤΗΝ ΔΥΤΙΚΗΝ ΓΟΥΪΝΕΑΝ	[1206, 1610, 1530, 1653]
article-franco	[433, 699, 617, 899]
section-subhead: ΑΙ ΔΙΑΦΩΝΙΑΙ	[872, 895, 933, 907]
headline: ΣΑΜΠΟΤΑΖ ΕΙΣ ΠΑΡΙΣΙΟΥΣ	[1013, 1337, 1176, 1352]
article-mps	[8, 1185, 426, 1571]
article-brussels	[1192, 962, 1544, 1249]
subheadline: ΤΑ ΜΕΛΗ ΤΗΣ ΕΠΙΤΡΟΠΗΣ ΕΘΝΙΚΗΣ ΕΝΟΤΗΤΟΣ ΣΥΝΕΔΡΙΑΖΟΥΝ ΣΥΝΕΧΩΣ ΕΠΙ ΕΒΔΟΜΑΔΑ	[19, 167, 414, 196]
section-subhead: ΕΙΣΚΕΨΙΣ ΕΝ ΧΩΡΙΟΝ	[275, 726, 372, 737]
right-column	[1192, 8, 1544, 2372]
headline: ΘΕΡΙΝΟΝ ΩΡΑΡΙΟΝ ΔΙΑ ΤΟΥΣ ΥΠΑΛΛΗΛΟΥΣ ΚΑΙ ΕΙΣ ΤΑ ΝΟΣΗΛΕΥΤΙΚΑ ΙΔΡΥΜΑΤΑ	[447, 8, 604, 45]
headline: Η ΒΟΝΝΗ ΣΥΓΚΑΤΕΘΕΤΟ ΕΙΣ ΤΟΝ ΔΙΟΡΙΣΜΟΝ ΤΟΥ κ. ΘΕΜ. ΤΣΑΤΣΟΥ ΩΣ ΝΕΟΥ ΠΡΕΣΒΕΥΤΟΥ ΜΑΣ	[434, 189, 616, 226]
article-body: ΠΕΚΙΝΟΝ, 13. (Ἀσ. Πρακτ.). — Ὁ πρόεδρος τῆς Ἰνδονησίας Σοεκάρνο ἐδήλωσεν ὅτι ἡ Κίνα θὰ ἀνακτήσῃ τὴν Φορμόζαν καὶ ἡ Ἰνδονησία τὴν Δυτικὴν Γουϊνέαν.	[1192, 1657, 1363, 1712]
article-body-cont: ΟΥΑΣΙΓΚΤΩΝ, 13. (Ἀσ. Πρακτ.). — Ὁ πρόεδρος Κέννεντυ καὶ ὁ Ἰταλὸς πρωθυπουργὸς κ. Ἀμυντόρε Φανφάνι, ἐπὶ τῷ τέρματι τῶν συνομιλιῶν των, ἐξέδωσαν κοινὸν ἀνακοινωθέν, εἰς τὸ ὁποῖον τονίζουν ὅτι ἐπιθυμοῦν τὴν συνέχισιν τῶν διεθνῶν προσπαθειῶν πρὸς ἐπίτευξιν συμφωνίας μὲ τὴν Σοβιετικὴν Ἕνωσιν ἐπὶ τῶν μεγάλων διεθνῶν προβλημάτων. Οἱ δύο ἡγέται ἀνεγνώρισαν τὴν ἀνάγκην ἐνισχύσεως τοῦ Βορειοατλαντικοῦ Συμφώνου οὐ μόνον ἀπὸ στρατιωτικῆς, ἀλλὰ καὶ ἀπὸ πολιτικῆς καὶ οἰκονομικῆς πλευρᾶς, ὥστε ἡ συμμαχία νὰ ἀνταποκρίνεται εἰς τὰς ἀπαιτήσεις τῆς ἐποχῆς. Ἐξέτασαν ἐπίσης τὰ προβλήματα τῆς ἐνισχύσεως τῶν ὑπαναπτύκτων χωρῶν, τὴν κατάστασιν εἰς τὸ Λάος καὶ τὴν πορείαν τῶν διαπραγματεύσεων τῆς Γενεύης διὰ τὴν ἀπαγόρευσιν τῶν πυρηνικῶν δοκιμῶν. Ὁ κ. Φανφάνι ἐξέφρασε τὴν ἱκανοποίησιν τῆς ἰταλικῆς κυβερνήσεως διὰ τὸ ἀποτέλεσμα τῶν συνομιλιῶν καὶ ἐκάλεσε τὸν πρόεδρον Κέννεντυ νὰ ἐπισκεφθῇ τὴν Ἰταλίαν.	[816, 268, 1186, 610]
headline: ΑΥΡΙΟΝ ΤΟ ΕΚΛΟΓΙΚΟΝ ΝΟΜΟΣΧΕΔΙΟΝ ΘΑ ΨΗΦΙΣΘΗ ΕΙΣ ΔΕΥΤΕΡΑΝ ΑΝΑΓΝΩΣΙΝ	[1216, 2161, 1520, 2227]
article-electoral-law	[1192, 2161, 1544, 2372]
article-body: ΟΥΑΣΙΓΚΤΩΝ, 13. (Ἀσ. Πρακτ.). — Ὁ πρόεδρος Κέννεντυ καὶ ὁ Ἰταλὸς πρωθυπουργὸς κ. Ἀμυντόρε Φανφάνι, ἐπὶ τῷ τέρματι τῶν συνομιλιῶν των, ἐξέδωσαν κοινὸν ἀνακοινωθέν, εἰς τὸ ὁποῖον τονίζουν ὅτι ἐπιθυμοῦν τὴν συνέχισιν τῶν διεθνῶν προσπαθειῶν πρὸς ἐπίτευξιν συμφωνίας μὲ τὴν Σοβιετικὴν Ἕνωσιν ἐπὶ τῶν μεγάλων διεθνῶν προβλημάτων. Οἱ δύο ἡγέται ἀνεγνώρισαν τὴν ἀνάγκην ἐνισχύσεως τοῦ Βορειοατλαντικοῦ Συμφώνου οὐ μόνον ἀπὸ στρατιωτικῆς, ἀλλὰ καὶ ἀπὸ πολιτικῆς καὶ οἰκονομικῆς πλευρᾶς, ὥστε ἡ συμμαχία νὰ ἀνταποκρίνεται εἰς τὰς ἀπαιτήσεις τῆς ἐποχῆς. Ἐξέτασαν ἐπίσης τὰ προβλήματα τῆς ἐνισχύσεως τῶν ὑπαναπτύκτων χωρῶν, τὴν κατάστασιν εἰς τὸ Λάος καὶ τὴν πορείαν τῶν διαπραγματεύσεων τῆς Γενεύης διὰ τὴν ἀπαγόρευσιν τῶν πυρηνικῶν δοκιμῶν. Ὁ κ. Φανφάνι ἐξέφρασε τὴν ἱκανοποίησιν τῆς ἰταλικῆς κυβερνήσεως διὰ τὸ ἀποτέλεσμα τῶν συνομιλιῶν καὶ ἐκάλεσε τὸν πρόεδρον Κέννεντυ νὰ ἐπισκεφθῇ τὴν Ἰταλίαν.	[627, 268, 809, 507]
article-body: ΛΟΝΔΙΝΟΝ, 13. — Ἄγνωστοι ἐτοποθέτησαν πινακίδας εἰς ἕνα δρόμον τοῦ Λονδίνου, προκαλέσαντες τὴν ἱλαρότητα τῶν διαβατῶν.	[433, 1303, 617, 1336]
subheadline: ΘΑ ΔΗΜΟΣΙΕΥΘΗ ΟΠΩΣ ΟΛΟΙ ΟΙ ΝΟΜΟΙ	[1208, 2240, 1528, 2258]
headline: Ο ΚΡΟΝΙΚΟ ΠΡΟΕΙΔΟΠΟΙΗΣΕ ΤΗΝ ΔΙΑΣΚΕΨΙΝ ΟΤΙ ΤΟ ΕΙΝΑΙ ΑΔΥΝΑΤΟΝ ΝΑ ΠΑΡΑΜΕΙΝΗ ΕΠΙ ΠΟΛΥΝ ΑΚΟΜΗ ΧΡΟΝΟΝ ΕΙΣ ΤΗΝ ΓΕΝΕΥΗΝ	[12, 675, 422, 722]
article-sukarno	[1192, 1610, 1544, 1907]
headline: ΥΠΟΜΝΗΜΑ ΓΟΝΕΩΝ ΥΠΕΡΑΡΙΘΜΩΝ ΦΟΙΤΗΤΩΝ	[453, 2140, 598, 2165]
article-averof	[1192, 1257, 1544, 1602]
section-subhead: ΣΧΕΔΙΑΖΕΤΑΙ ΕΙΣΒΟΛΗ	[1043, 1825, 1146, 1835]
column-rule	[1189, 8, 1190, 2372]
article-geneva	[8, 675, 426, 1177]
article-furtseva	[433, 1622, 617, 1794]
article-algeria	[627, 690, 1186, 1676]
headline: Ο ΑΒΕΡΩΦ ΕΘΟΡΥΒΗΘΗ ΑΠΟ ΤΑΣ ΚΑΤΑΓΓΕΛΙΑΣ ΤΩΝ ΒΟΥΛΕΥΤΩΝ ΠΥΡΟΜΑΓΛΟΥ ΚΑΙ ΜΠΕΤΡΟΥ ΟΤΙ ΚΑΤΕΛΥΘΗ Η ΕΛΕΥΘΕΡΙΑ ΕΙΣ ΤΗΝ ΕΛΛΑΔΑ	[1198, 1257, 1538, 1300]
column-rule	[622, 8, 623, 2372]
article-japan	[433, 529, 617, 691]
section-subhead: ΣΚΑΙΟΚΟΝΤΑΙ ΧΑΡΙΚΟΙ	[1043, 2016, 1146, 2027]
section-subhead: ΜΗΝΥΜΑ ΤΟΥ ΝΑΣΕΡ	[1410, 568, 1507, 580]
headline: ΑΦΙΧΘΗΣΑΝ ΧΘΕΣ ΕΙΣ ΤΗΝ ΚΟΥΒΑΝ ΑΜΕΡΙΚΑΝΟΙ ΕΜΠΕΙΡΟΓΝΩΜΟΝΕΣ ΔΙΑ ΝΑ ΣΥΖΗΤΗΣΟΥΝ ΤΟΥΣ ΟΡΟΥΣ ΤΗΣ ΑΝΤΑΛΛΑΓΗΣ ΤΩΝ ΚΡΑΤΟΥΜΕΝΩΝ	[642, 1689, 1171, 1808]
article-clerides	[1192, 405, 1544, 954]
headline: Η ΝΕΑ ΑΓΡΕΣ ΘΑ ΕΞΑΓΗ ΒΕΡΙΚΟΚΚΑ ΔΟΚΙΜΑΣΤΙΚΩΣ	[1007, 1139, 1181, 1168]
article-paris	[1002, 1333, 1186, 1532]
article-earthquake	[1192, 1915, 1544, 2154]
headline: Η ΚΑΤΑΚΤΗΣΙΣ ΤΟΥ ΚΟΣΜΙΚΟΥ ΔΙΑΣΤΗΜΑΤΟΣ ΤΟΝΙΖΕΙ ΡΩΣΣΟΣ ΕΙΔΙΚΟΣ ΕΠΙΣΤΗΜΩΝ ΘΑ ΓΙΝΗ ΜΕ ΑΠΩΛΕΙΑΣ ΑΝΘΡΩΠΩΝ ΩΣ ΣΥΝΕΒΗ ΜΕ ΤΗΝ ΘΑΛΑΣΣΑΝ ΚΑΙ ΤΟΝ ΑΕΡΑ	[14, 402, 420, 448]
article-body-cont: ΑΒΑΝΑ, 13. (Ἀσ. Πρακτ.). — Τέσσαρες ἀμερικανοὶ ἐμπειρογνώμονες ἔφθασαν εἰς τὴν Ἀβάναν διὰ νὰ συζητήσουν μὲ τὸν Φιντὲλ Κάστρο τοὺς ὅρους τῆς ἀνταλλαγῆς τῶν κρατουμένων τῆς ἀποτυχούσης ἀποβάσεως μὲ γεωργικοὺς ἐλκυστῆρας. Οἱ ἐμπειρογνώμονες θὰ ἐξετάσουν τὸν τύπον τῶν ἐλκυστήρων ποὺ ζητεῖ ἡ κουβανικὴ κυβέρνησις καὶ τὸν τρόπον τῆς παραδόσεώς των.	[814, 1880, 991, 1978]
article-body: ΛΑΡΙΣΑ, 13. — Θεριζοαλωνιστικὴ μηχανὴ κατεστράφη ἐκ πυρκαϊᾶς εἰς τοὺς ἀγροὺς τῆς περιοχῆς. Ἡ ζημία ὑπολογίζεται εἰς 100.000 δραχμάς.	[1002, 2066, 1186, 2109]
section-subhead: Η ΑΠΟΣΤΟΛΗ ΤΩΝ	[861, 1867, 943, 1879]
article-dei-death	[1002, 1837, 1186, 2008]
headline: ΘΕΡΙΖΟΑΛΩΝΙΣΤΙΚΗ ΜΗΧΑΝΗ ΚΑΤΕΣΤΡΑΦΗ ΕΚ ΠΥΡΚΑΪΑΣ	[1002, 2033, 1186, 2062]
kicker: Ἐπιθέσεις διὰ χειροβομβίδων καὶ μαχαιρῶν	[748, 788, 1065, 808]
headline: ΑΒΑΣΙΜΟΙ ΑΙ ΚΑΤΑΓΓΕΛΙΑΙ ΚΑΤΑ ΤΟΥ ΙΕΡΕΩΣ ΤΟΥ ΠΥΡΓΟΥ ΑΙ ΑΚΟΛΑΣΤΟΙ ΠΡΑΞΕΙΣ	[438, 907, 612, 944]
article-body: ΤΕΧΕΡΑΝΗ, 13. (Ρώυτερ). — Ἐννέα νέαι σεισμικαὶ δονήσεις ἐσημειώθησαν εἰς τὴν νότιον Περσίαν, προκαλέσασαι τὴν κατάρρευσιν πολλῶν οἰκιῶν.	[1192, 1969, 1363, 2013]
article-students	[433, 2140, 617, 2301]
article-apricots	[1002, 1135, 1186, 1325]
article-britain	[1192, 8, 1544, 398]
lead-headline: ΟΙ κ.κ. ΚΕΝΝΕΝΤΥ ΚΑΙ ΦΑΝΦΑΝΙ ΕΠΙΘΥΜΟΥΝ ΤΗΝ ΣΥΝΕΧΙΣΙΝ ΤΩΝ ΔΙΕΘΝΩΝ ΠΡΟΣΠΑΘΕΙΩΝ ΠΡΟΣ ΕΠΙΤΕΥΞΙΝ ΣΥΜΦΩΝΙΑΣ ΜΕ ΤΗΝ ΡΩΣΣΙΑΝ	[672, 8, 1141, 177]
article-body: ΑΘΗΝΑΙ, 13. — Ὁ πρόεδρος τῆς κυβερνήσεως συνεκάλεσε σύσκεψιν τῶν μελῶν τῆς διοικήσεως τῆς Ε.Ρ.Ε. διὰ τὴν ἐξέτασιν τῶν πολιτικῶν θεμάτων.	[433, 1990, 617, 2035]
article-body: ΛΑΡΙΣΑ, 13. — Συμφώνως πρὸς τὰ πορίσματα τῆς ἐρεύνης, αἱ καταγγελίαι κατὰ τοῦ ἱερέως ἀπεδείχθησαν ἀβάσιμοι.	[433, 948, 617, 981]
